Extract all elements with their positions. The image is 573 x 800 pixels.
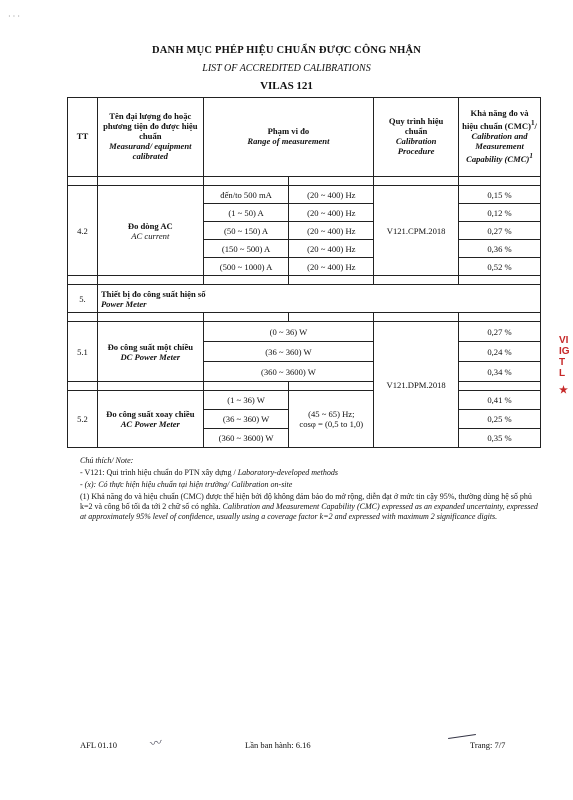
star-icon: ★ bbox=[559, 385, 568, 396]
range-cell: (36 ~ 360) W bbox=[203, 410, 289, 429]
row-5-name-en: Power Meter bbox=[100, 298, 147, 309]
row-4-2-name-vi: Đo dòng AC bbox=[127, 220, 173, 231]
spacer-row bbox=[68, 177, 541, 186]
header-procedure-vi: Quy trình hiệu chuẩn bbox=[388, 116, 444, 137]
cmc-cell: 0,24 % bbox=[459, 342, 541, 362]
header-row bbox=[68, 98, 541, 177]
header-procedure bbox=[374, 98, 459, 177]
header-tt: TT bbox=[68, 98, 98, 177]
row-5-2-name-vi: Đo công suất xoay chiều bbox=[106, 409, 195, 419]
notes-title: Chú thích/ Note: bbox=[80, 456, 134, 465]
row-5-2-name-en: AC Power Meter bbox=[120, 419, 180, 429]
row-4-2-tt: 4.2 bbox=[68, 186, 98, 276]
header-range bbox=[203, 98, 373, 177]
freq-cell: (20 ~ 400) Hz bbox=[289, 258, 374, 276]
header-range-en: Range of measurement bbox=[247, 136, 330, 146]
row-4-2-name-en: AC current bbox=[131, 230, 170, 241]
note-3-en: Calibration and Measurement Capability (CMC) expressed as an expanded uncertainty, expressed at approximately 95% level of confidence, usually using a coverage factor k=2 and expressed with maximum 2 significance digits. bbox=[80, 502, 538, 521]
header-range-vi: Phạm vi đo bbox=[267, 126, 310, 137]
footer-page: Trang: 7/7 bbox=[470, 740, 506, 750]
cmc-cell: 0,41 % bbox=[459, 391, 541, 410]
range-cell: (360 ~ 3600) W bbox=[203, 362, 373, 382]
spacer-row bbox=[68, 382, 541, 391]
freq-cell: (20 ~ 400) Hz bbox=[289, 240, 374, 258]
scan-specks: · · · bbox=[8, 12, 20, 21]
title-en: LIST OF ACCREDITED CALIBRATIONS bbox=[202, 63, 371, 74]
header-cmc-vi: Khả năng đo và hiệu chuẩn (CMC) bbox=[462, 108, 531, 132]
stamp-fragment-2: IG bbox=[559, 346, 570, 357]
footer-issue: Lần ban hành: 6.16 bbox=[245, 740, 311, 750]
header-procedure-en: Calibration Procedure bbox=[395, 136, 437, 156]
header-measurand bbox=[97, 98, 203, 177]
cmc-cell: 0,52 % bbox=[459, 258, 541, 276]
cmc-cell: 0,12 % bbox=[459, 204, 541, 222]
range-cell: đến/to 500 mA bbox=[203, 186, 289, 204]
header-cmc-sup-2: 1 bbox=[529, 151, 533, 160]
red-stamp-edge bbox=[559, 335, 573, 396]
row-5-1-name-en: DC Power Meter bbox=[120, 351, 181, 362]
table-row bbox=[68, 322, 541, 342]
notes-section bbox=[80, 456, 540, 524]
header-cmc-sup-1: 1 bbox=[530, 119, 535, 128]
range-cell: (1 ~ 50) A bbox=[203, 204, 289, 222]
cmc-cell: 0,27 % bbox=[459, 222, 541, 240]
cond-power-factor: cosφ = (0,5 to 1,0) bbox=[299, 419, 364, 429]
title-vi: DANH MỤC PHÉP HIỆU CHUẨN ĐƯỢC CÔNG NHẬN bbox=[151, 45, 422, 56]
row-5-2-tt: 5.2 bbox=[68, 391, 98, 448]
note-1 bbox=[80, 468, 540, 478]
range-cell: (360 ~ 3600) W bbox=[203, 429, 289, 448]
header-cmc-vi-wrap: Khả năng đo và hiệu chuẩn (CMC)$^1$/ bbox=[462, 108, 537, 132]
signature-stroke-icon bbox=[448, 734, 476, 739]
cmc-cell: 0,36 % bbox=[459, 240, 541, 258]
header-cmc bbox=[459, 98, 541, 177]
note-1-vi: - V121: Qui trình hiệu chuẩn do PTN xây dựng / bbox=[80, 468, 238, 477]
procedure-dpm: V121.DPM.2018 bbox=[374, 322, 459, 448]
procedure-cpm: V121.CPM.2018 bbox=[374, 186, 459, 276]
note-1-en: Laboratory-developed methods bbox=[237, 468, 338, 477]
row-5-2-conditions bbox=[289, 391, 374, 448]
header-measurand-en: Measurand/ equipment calibrated bbox=[109, 140, 192, 161]
row-5-1-name bbox=[97, 322, 203, 382]
range-cell: (150 ~ 500) A bbox=[203, 240, 289, 258]
footer-form-code: AFL 01.10 bbox=[80, 740, 117, 750]
table-row bbox=[68, 391, 541, 410]
row-5-name bbox=[97, 285, 540, 313]
signature-icon: 〰 bbox=[148, 735, 164, 751]
row-5-1-name-vi: Đo công suất một chiều bbox=[107, 341, 194, 352]
stamp-fragment-3: T L bbox=[559, 357, 566, 379]
range-cell: (36 ~ 360) W bbox=[203, 342, 373, 362]
cmc-cell: 0,35 % bbox=[459, 429, 541, 448]
cmc-cell: 0,15 % bbox=[459, 186, 541, 204]
cmc-cell: 0,34 % bbox=[459, 362, 541, 382]
spacer-row bbox=[68, 313, 541, 322]
row-5-1-tt: 5.1 bbox=[68, 322, 98, 382]
note-3 bbox=[80, 492, 540, 522]
freq-cell: (20 ~ 400) Hz bbox=[289, 186, 374, 204]
note-2-vi: - (x): Có thực hiện hiệu chuẩn tại hiện trường/ bbox=[80, 480, 232, 489]
freq-cell: (20 ~ 400) Hz bbox=[289, 204, 374, 222]
note-3-vi: (1) Khả năng đo và hiệu chuẩn (CMC) được thể hiện bởi độ không đảm bảo đo mở rộng, diễn đạt ở mức tin cậy 95%, thường dùng hệ số phủ k=2 và công bố tối đa tới 2 chữ số có nghĩa. bbox=[80, 492, 532, 511]
row-5-name-vi: Thiết bị đo công suất hiện số bbox=[100, 288, 206, 299]
cond-frequency: (45 ~ 65) Hz; bbox=[308, 409, 355, 419]
freq-cell: (20 ~ 400) Hz bbox=[289, 222, 374, 240]
range-cell: (0 ~ 36) W bbox=[203, 322, 373, 342]
note-2-en: Calibration on-site bbox=[231, 480, 293, 489]
range-cell: (500 ~ 1000) A bbox=[203, 258, 289, 276]
spacer-row bbox=[68, 276, 541, 285]
range-cell: (50 ~ 150) A bbox=[203, 222, 289, 240]
row-5-2-name bbox=[97, 391, 203, 448]
note-2 bbox=[80, 480, 540, 490]
cmc-cell: 0,25 % bbox=[459, 410, 541, 429]
row-5-tt: 5. bbox=[68, 285, 98, 313]
cmc-cell: 0,27 % bbox=[459, 322, 541, 342]
calibration-table bbox=[67, 97, 541, 448]
stamp-fragment-1: VI bbox=[559, 335, 569, 346]
table-row bbox=[68, 285, 541, 313]
row-4-2-name bbox=[97, 186, 203, 276]
header-cmc-en-wrap bbox=[462, 132, 537, 164]
header-measurand-vi: Tên đại lượng đo hoặc phương tiện đo được hiệu chuẩn bbox=[103, 111, 198, 142]
header-cmc-en: Calibration and Measurement Capability (CMC) bbox=[466, 131, 530, 164]
table-row bbox=[68, 186, 541, 204]
vilas-code: VILAS 121 bbox=[260, 80, 313, 92]
range-cell: (1 ~ 36) W bbox=[203, 391, 289, 410]
